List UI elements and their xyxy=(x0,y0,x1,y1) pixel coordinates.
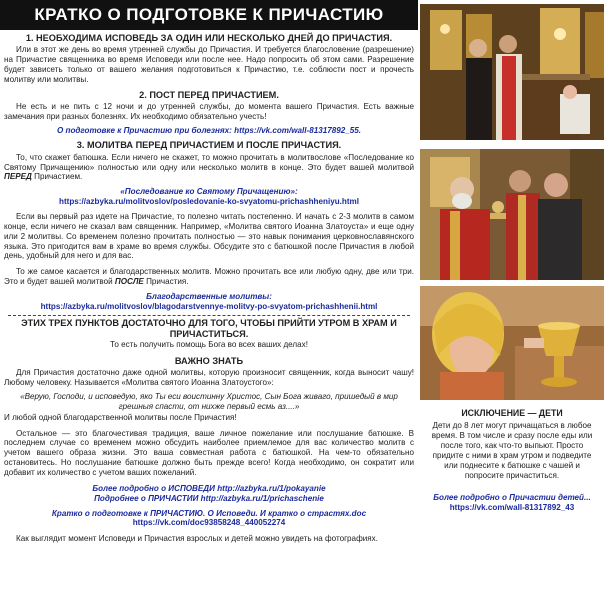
divider xyxy=(8,315,410,316)
section-1-heading: 1. НЕОБХОДИМА ИСПОВЕДЬ ЗА ОДИН ИЛИ НЕСКОЛЬКО ДНЕЙ ДО ПРИЧАСТИЯ. xyxy=(25,33,393,43)
thanksgiving-link-title[interactable]: Благодарственные молитвы: xyxy=(146,291,272,301)
footer-text: Как выглядит момент Исповеди и Причастия взрослых и детей можно увидеть на фотографиях. xyxy=(16,534,378,544)
sequence-link-url[interactable]: https://azbyka.ru/molitvoslov/posledovanie-ko-svyatomu-prichashheniyu.html xyxy=(59,197,359,207)
confession-photo xyxy=(420,4,604,140)
section-2-heading: 2. ПОСТ ПЕРЕД ПРИЧАСТИЕМ. xyxy=(139,89,279,100)
children-column xyxy=(420,406,604,515)
section-1-text: Или в этот же день во время утренней службы до Причастия. И требуется благословение (разрешение) на Причастие священника во время Исповеди или после нее. Надо попросить об этом сами. Разрешение будет зависеть только от вашего желания подготовиться к Причастию, т.е. соблюсти пост и прочесть молитву или молитвы. xyxy=(4,45,414,84)
thanksgiving-link-url[interactable]: https://azbyka.ru/molitvoslov/blagodarstvennye-molitvy-po-svyatom-prichashhenii.html xyxy=(40,301,378,311)
before-emphasis: ПЕРЕД xyxy=(4,172,32,182)
prayer-text: «Верую, Господи, и исповедую, яко Ты еси воистинну Христос, Сын Бога живаго, пришедый в мир грешныя спасти, от нихже первый есмь аз....» xyxy=(20,391,398,411)
sequence-link-title[interactable]: «Последование ко Святому Причащению»: xyxy=(120,187,298,197)
important-text: Для Причастия достаточно даже одной молитвы, которую произносит священник, когда выносит чашу! Любому человеку. Называется «Молитва святого Иоанна Златоустого»: xyxy=(4,368,414,388)
after-emphasis: ПОСЛЕ xyxy=(114,277,144,287)
thanksgiving-text-a: То же самое касается и благодарственных молитв. Можно прочитать все или любую одну, две или три. Это и будет вашей молитвой xyxy=(4,267,414,287)
section-3-text xyxy=(4,153,414,183)
thanksgiving-text xyxy=(4,267,414,287)
prayer-note: И любой одной благодарственной молитвы после Причастия! xyxy=(4,412,237,422)
doc-link-url[interactable]: https://vk.com/doc93858248_440052274 xyxy=(132,518,286,528)
main-text-column xyxy=(0,31,418,546)
thanksgiving-text-b: Причастия. xyxy=(146,277,189,287)
communion-photo-image xyxy=(420,149,604,280)
confession-photo-image xyxy=(420,4,604,140)
child-communion-photo xyxy=(420,286,604,400)
illness-link[interactable]: О подготовке к Причастию при болезнях: https://vk.com/wall-81317892_55. xyxy=(56,125,361,135)
section-3-text-a: То, что скажет батюшка. Если ничего не скажет, то можно прочитать в молитвослове «Последование ко Святому Причащению» полностью или одну или несколько молитв в конце. Это будет вашей молитвой xyxy=(4,152,414,172)
child-communion-photo-image xyxy=(420,286,604,400)
summary-heading: ЭТИХ ТРЕХ ПУНКТОВ ДОСТАТОЧНО ДЛЯ ТОГО, ЧТОБЫ ПРИЙТИ УТРОМ В ХРАМ И ПРИЧАСТИТЬСЯ. xyxy=(21,317,397,339)
children-text: Дети до 8 лет могут причащаться в любое время. В том числе и сразу после еды или после того, как что-то выпьют. Просто придите с ними в храм утром и подведите или поднесите к батюшке с чашей и попросите причаститься. xyxy=(431,420,593,481)
children-link-title[interactable]: Более подробно о Причастии детей... xyxy=(433,493,591,503)
tradition-text: Остальное — это благочестивая традиция, ваше личное пожелание или послушание батюшке. В последнем случае со временем можно обсудить наиболее приемлемое для вас количество молитв с учетом вашего образа жизни. Это ваша совместная работа с батюшкой. На чем-то обязательно остановитесь. Но послушание батюшке должно быть прежде всего! Когда необходимо, он сократит или добавит их количество с учетом ваших пожеланий. xyxy=(4,428,414,477)
children-heading: ИСКЛЮЧЕНИЕ — ДЕТИ xyxy=(461,408,563,418)
summary-subtext: То есть получить помощь Бога во всех ваших делах! xyxy=(110,340,308,350)
communion-link[interactable]: Подробнее о ПРИЧАСТИИ http://azbyka.ru/1/prichaschenie xyxy=(94,493,324,503)
page-title: КРАТКО О ПОДГОТОВКЕ К ПРИЧАСТИЮ xyxy=(0,0,418,30)
doc-link-title[interactable]: Кратко о подготовке к ПРИЧАСТИЮ. О Исповеди. И кратко о страстях.doc xyxy=(51,508,367,518)
communion-photo xyxy=(420,149,604,280)
section-3-text-b: Причастием. xyxy=(34,172,83,182)
confession-link[interactable]: Более подробно о ИСПОВЕДИ http://azbyka.ru/1/pokayanie xyxy=(92,483,326,493)
section-2-text: Не есть и не пить с 12 ночи и до утренней службы, до момента вашего Причастия. Есть важные замечания при разных болезнях. Их необходимо обязательно учесть! xyxy=(4,101,414,121)
children-link-url[interactable]: https://vk.com/wall-81317892_43 xyxy=(449,503,575,513)
important-heading: ВАЖНО ЗНАТЬ xyxy=(174,356,244,366)
section-3-heading: 3. МОЛИТВА ПЕРЕД ПРИЧАСТИЕМ И ПОСЛЕ ПРИЧАСТИЯ. xyxy=(76,140,342,151)
first-time-text: Если вы первый раз идете на Причастие, то полезно читать постепенно. И начать с 2-3 молитв в самом конце, если ничего не сказал вам священник. Например, «Молитва святого Иоанна Златоуста» и еще одну или 2 молитвы. Со временем полезно прочитать полностью — это навык понимания церковнославянского языка. Это пригодится вам в храме во время службы. Обсудите это с батюшкой после Причастия в любой день, удобный для него и для вас. xyxy=(4,211,414,261)
